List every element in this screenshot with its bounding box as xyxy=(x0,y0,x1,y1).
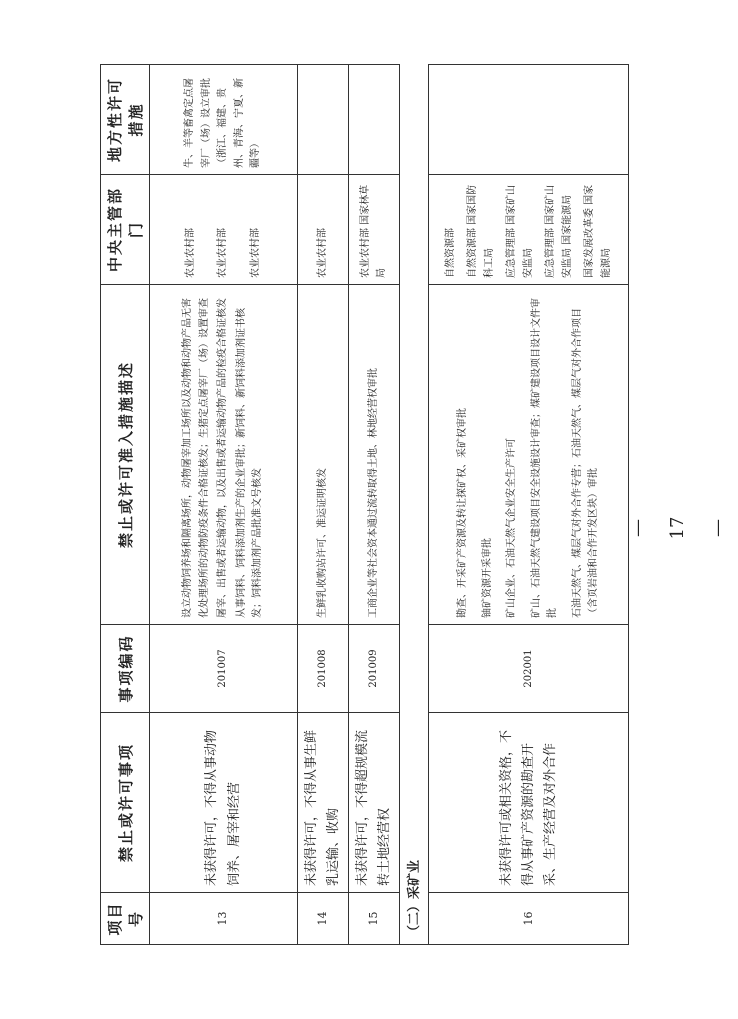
measure-text: 矿山企业、石油天然气企业安全生产许可 xyxy=(506,438,518,618)
dept-text: 农业农村部 国家林草局 xyxy=(359,184,388,278)
section-filler xyxy=(400,65,429,713)
row-measures xyxy=(298,285,349,625)
row-dept xyxy=(150,175,298,285)
header-code: 事项编码 xyxy=(101,625,150,713)
row-number: 15 xyxy=(349,893,400,945)
row-number: 14 xyxy=(298,893,349,945)
row-item: 未获得许可，不得从事生鲜乳运输、收购 xyxy=(298,713,349,893)
dept-text: 农业农村部 xyxy=(249,228,261,278)
header-no: 项目号 xyxy=(101,893,150,945)
measure-text: 铀矿资源开采审批 xyxy=(481,538,493,618)
table-header-row xyxy=(101,65,150,945)
measure-text: 矿山、石油天然气建设项目安全设施设计审查；煤矿建设项目设计文件审批 xyxy=(530,298,559,618)
dept-text: 农业农村部 xyxy=(316,228,328,278)
measure-text: 生鲜乳收购站许可、准运证明核发 xyxy=(316,468,328,618)
row-measures xyxy=(349,285,400,625)
header-item: 禁止或许可事项 xyxy=(101,713,150,893)
dept-text: 农业农村部 xyxy=(217,228,229,278)
row-item: 未获得许可，不得从事动物饲养、屠宰和经营 xyxy=(150,713,298,893)
row-local: 牛、羊等畜禽定点屠宰厂（场）设立审批（浙江、福建、贵州、青海、宁夏、新疆等） xyxy=(150,65,298,175)
row-code: 201009 xyxy=(349,625,400,713)
rotated-table-container xyxy=(100,65,728,945)
row-measures xyxy=(150,285,298,625)
measure-text: 工商企业等社会资本通过流转取得土地、林地经营权审批 xyxy=(368,368,380,618)
table-row xyxy=(150,65,298,945)
header-measures: 禁止或许可准入措施描述 xyxy=(101,285,150,625)
measure-text: 勘查、开采矿产资源及转让探矿权、采矿权审批 xyxy=(457,408,469,618)
dept-text: 应急管理部 国家矿山安监局 xyxy=(506,184,534,278)
table-row xyxy=(298,65,349,945)
row-item: 未获得许可，不得超规模流转土地经营权 xyxy=(349,713,400,893)
dept-text: 应急管理部 国家矿山安监局 国家能源局 xyxy=(545,184,573,278)
row-code: 201007 xyxy=(150,625,298,713)
row-dept xyxy=(298,175,349,285)
row-measures xyxy=(429,285,629,625)
row-number: 16 xyxy=(429,893,629,945)
row-code: 201008 xyxy=(298,625,349,713)
row-code: 202001 xyxy=(429,625,629,713)
measure-text: 设立动物饲养场和隔离场所，动物屠宰加工场所以及动物和动物产品无害化处理场所的动物防疫条件合格证核发；生猪定点屠宰厂（场）设置审查 xyxy=(182,298,210,618)
table-row xyxy=(349,65,400,945)
header-dept: 中央主管部门 xyxy=(101,175,150,285)
measure-text: 屠宰、出售或者运输动物，以及出售或者运输动物产品的检疫合格证核发 xyxy=(217,298,229,618)
dept-text: 国家发展改革委 国家能源局 xyxy=(584,184,612,278)
dept-text: 自然资源部 xyxy=(444,228,456,278)
permit-table xyxy=(100,64,629,945)
page-number: — 17 — xyxy=(627,516,728,540)
section-row xyxy=(400,65,429,945)
row-number: 13 xyxy=(150,893,298,945)
dept-text: 自然资源部 国家国防科工局 xyxy=(467,184,495,278)
table-row xyxy=(429,65,629,945)
row-dept xyxy=(429,175,629,285)
row-local xyxy=(349,65,400,175)
measure-text: 石油天然气、煤层气对外合作专营；石油天然气、煤层气对外合作项目（含页岩油和合作开发区块）审批 xyxy=(571,308,600,618)
row-item: 未获得许可或相关资格，不得从事矿产资源的勘查开采、生产经营及对外合作 xyxy=(429,713,629,893)
dept-text: 农业农村部 xyxy=(184,228,196,278)
row-dept xyxy=(349,175,400,285)
row-local xyxy=(429,65,629,175)
measure-text: 从事饲料、饲料添加剂生产的企业审批；新饲料、新饲料添加剂证书核发；饲料添加剂产品批准文号核发 xyxy=(235,308,264,618)
row-local xyxy=(298,65,349,175)
header-local: 地方性许可措施 xyxy=(101,65,150,175)
section-title: （二）采矿业 xyxy=(400,713,429,945)
